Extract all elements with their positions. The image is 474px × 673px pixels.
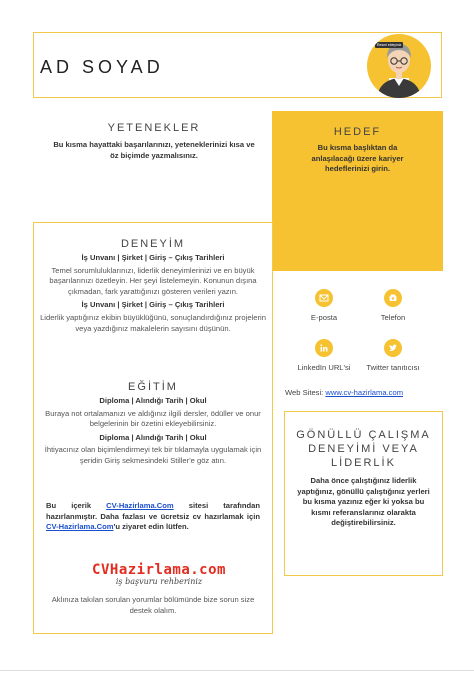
credit-link-2[interactable]: CV-Hazirlama.Com	[46, 522, 114, 532]
goal-block	[272, 111, 443, 271]
volunteer-title: GÖNÜLLÜ ÇALIŞMA DENEYİMİ VEYA LİDERLİK	[296, 429, 431, 469]
contact-linkedin[interactable]	[284, 339, 364, 372]
experience-entry-1-body: Temel sorumluluklarınızı, liderlik deneyimlerinizi ve en büyük başarılarınızı özetleyin. Her şeyi listelemeyin. Konunun dışına çıkmadan, fark yarattığınızı gösteren verileri yazın.	[49, 265, 257, 296]
website-link[interactable]: www.cv-hazirlama.com	[325, 388, 404, 397]
phone-label: Telefon	[380, 313, 406, 322]
website-line	[285, 388, 435, 397]
credit-link-1[interactable]: CV-Hazirlama.Com	[106, 501, 174, 510]
linkedin-icon	[315, 339, 333, 357]
credit-suffix: 'u ziyaret edin lütfen.	[113, 522, 189, 532]
contact-email[interactable]	[289, 289, 359, 322]
credit-middle: sitesi tarafından hazırlanmıştır. Daha fazlası ve ücretsiz cv hazırlamak için	[46, 501, 260, 521]
education-entry-2-body: İhtiyacınız olan biçimlendirmeyi tek bir tıklamayla uygulamak için şeridin Giriş sekmesindeki Stiller'e göz atın.	[44, 445, 262, 465]
name-title: AD SOYAD	[40, 57, 164, 77]
education-section	[40, 381, 266, 467]
twitter-icon	[384, 339, 402, 357]
contact-twitter[interactable]	[353, 339, 433, 372]
website-prefix: Web Sitesi:	[285, 388, 324, 397]
education-entry-1-heading: Diploma | Alındığı Tarih | Okul	[99, 396, 207, 405]
experience-entry-2-heading: İş Unvanı | Şirket | Giriş – Çıkış Tarihleri	[81, 300, 225, 310]
education-entry-2-heading: Diploma | Alındığı Tarih | Okul	[99, 432, 207, 442]
avatar	[367, 34, 431, 98]
experience-section	[40, 238, 266, 334]
experience-entry-2-body: Liderlik yaptığınız ekibin büyüklüğünü, sonuçlandırdığınız projelerin veya yazdığınız makalelerin sayısını düşünün.	[40, 312, 266, 333]
email-label: E-posta	[310, 313, 338, 322]
credit-prefix: Bu içerik	[46, 501, 92, 510]
linkedin-label: LinkedIn URL'si	[297, 363, 351, 372]
cv-hazirlama-logo[interactable]	[84, 562, 234, 586]
education-title: EĞİTİM	[128, 381, 178, 393]
volunteer-box	[284, 411, 443, 576]
skills-body: Bu kısma hayattaki başarılarınızı, yeteneklerinizi kısa ve öz biçimde yazmalısınız.	[53, 140, 255, 160]
goal-title: HEDEF	[333, 126, 382, 138]
envelope-icon	[315, 289, 333, 307]
credit-paragraph	[46, 501, 260, 533]
twitter-label: Twitter tanıtıcısı	[366, 363, 420, 372]
volunteer-body: Daha önce çalıştığınız liderlik yaptığınız, gönüllü çalıştığınız yerleri bu kısma yazınız eğer ki yoksa bu kısmı referanslarınız olarakta değiştirebilirsiniz.	[297, 476, 430, 528]
logo-tagline: iş başvuru rehberiniz	[115, 577, 203, 586]
education-entry-1-body: Buraya not ortalamanızı ve aldığınız ilgili dersler, ödüller ve onur belgelerinin bir özetini ekleyebilirsiniz.	[45, 408, 261, 429]
experience-title: DENEYİM	[120, 238, 186, 250]
skills-title: YETENEKLER	[107, 122, 201, 134]
footer-note: Aklınıza takılan sorulan yorumlar bölümünde bize sorun size destek olalım.	[51, 595, 255, 615]
skills-section	[40, 122, 268, 161]
goal-body: Bu kısma başlıktan da anlaşılacağı üzere kariyer hedeflerinizi girin.	[311, 143, 404, 174]
contact-phone[interactable]	[358, 289, 428, 322]
page-bottom-divider	[0, 670, 474, 671]
logo-text: CVHazirlama.com	[92, 562, 226, 578]
experience-entry-1-heading: İş Unvanı | Şirket | Giriş – Çıkış Tarihleri	[81, 253, 225, 262]
phone-icon	[384, 289, 402, 307]
avatar-badge[interactable]: Resmi ekleyiniz	[377, 43, 402, 47]
